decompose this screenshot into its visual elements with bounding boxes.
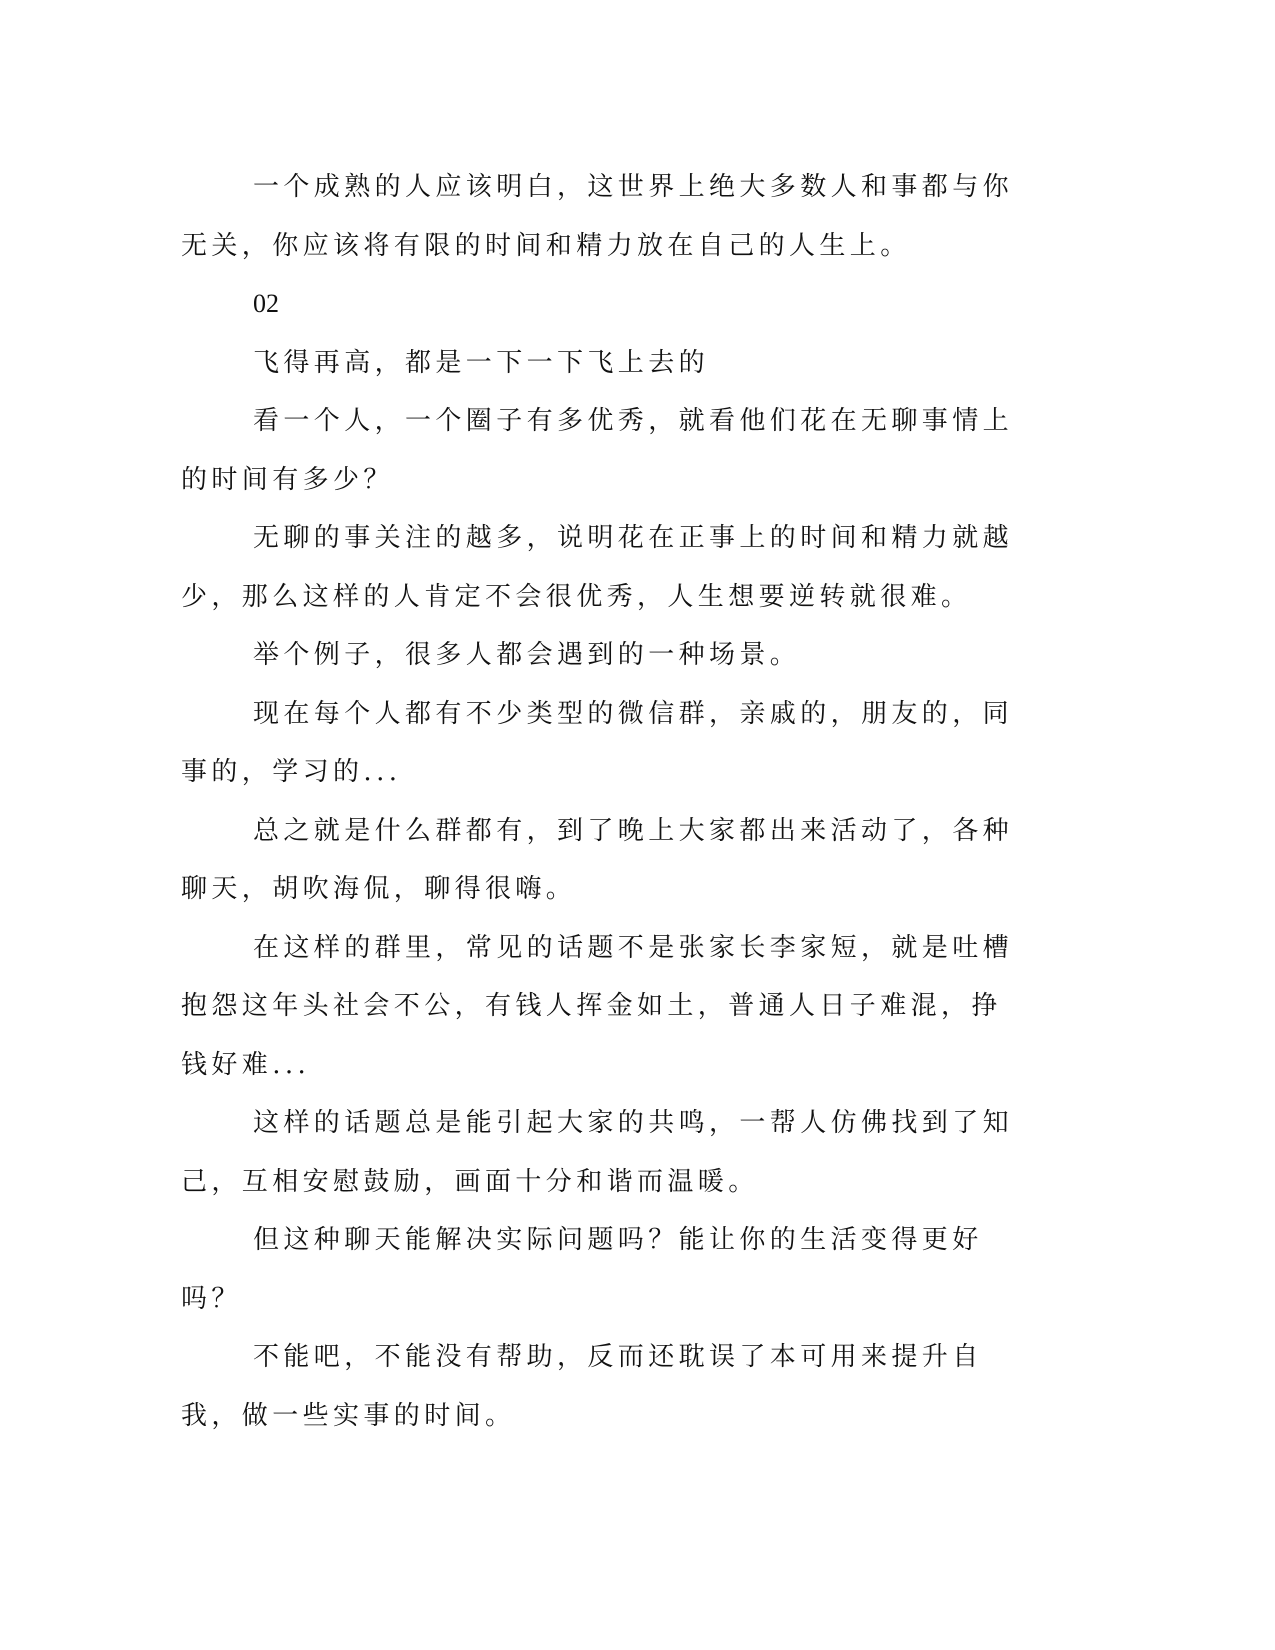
paragraph: 看一个人，一个圈子有多优秀，就看他们花在无聊事情上的时间有多少？ <box>181 406 1014 495</box>
paragraph: 举个例子，很多人都会遇到的一种场景。 <box>253 640 801 670</box>
paragraph: 一个成熟的人应该明白，这世界上绝大多数人和事都与你无关，你应该将有限的时间和精力放在自己的人生上。 <box>181 172 1014 261</box>
paragraph: 不能吧，不能没有帮助，反而还耽误了本可用来提升自我，做一些实事的时间。 <box>181 1342 983 1431</box>
section-number: 02 <box>253 289 279 318</box>
paragraph: 无聊的事关注的越多，说明花在正事上的时间和精力就越少，那么这样的人肯定不会很优秀，人生想要逆转就很难。 <box>181 523 1014 612</box>
paragraph: 现在每个人都有不少类型的微信群，亲戚的，朋友的，同事的，学习的... <box>181 698 1014 787</box>
section-heading: 飞得再高，都是一下一下飞上去的 <box>253 347 710 378</box>
document-body <box>181 158 1031 1445</box>
paragraph: 这样的话题总是能引起大家的共鸣，一帮人仿佛找到了知己，互相安慰鼓励，画面十分和谐而温暖。 <box>181 1108 1014 1197</box>
paragraph: 在这样的群里，常见的话题不是张家长李家短，就是吐槽抱怨这年头社会不公，有钱人挥金如土，普通人日子难混，挣钱好难... <box>181 932 1014 1080</box>
paragraph: 但这种聊天能解决实际问题吗？能让你的生活变得更好吗？ <box>181 1225 983 1314</box>
paragraph: 总之就是什么群都有，到了晚上大家都出来活动了，各种聊天，胡吹海侃，聊得很嗨。 <box>181 815 1014 904</box>
